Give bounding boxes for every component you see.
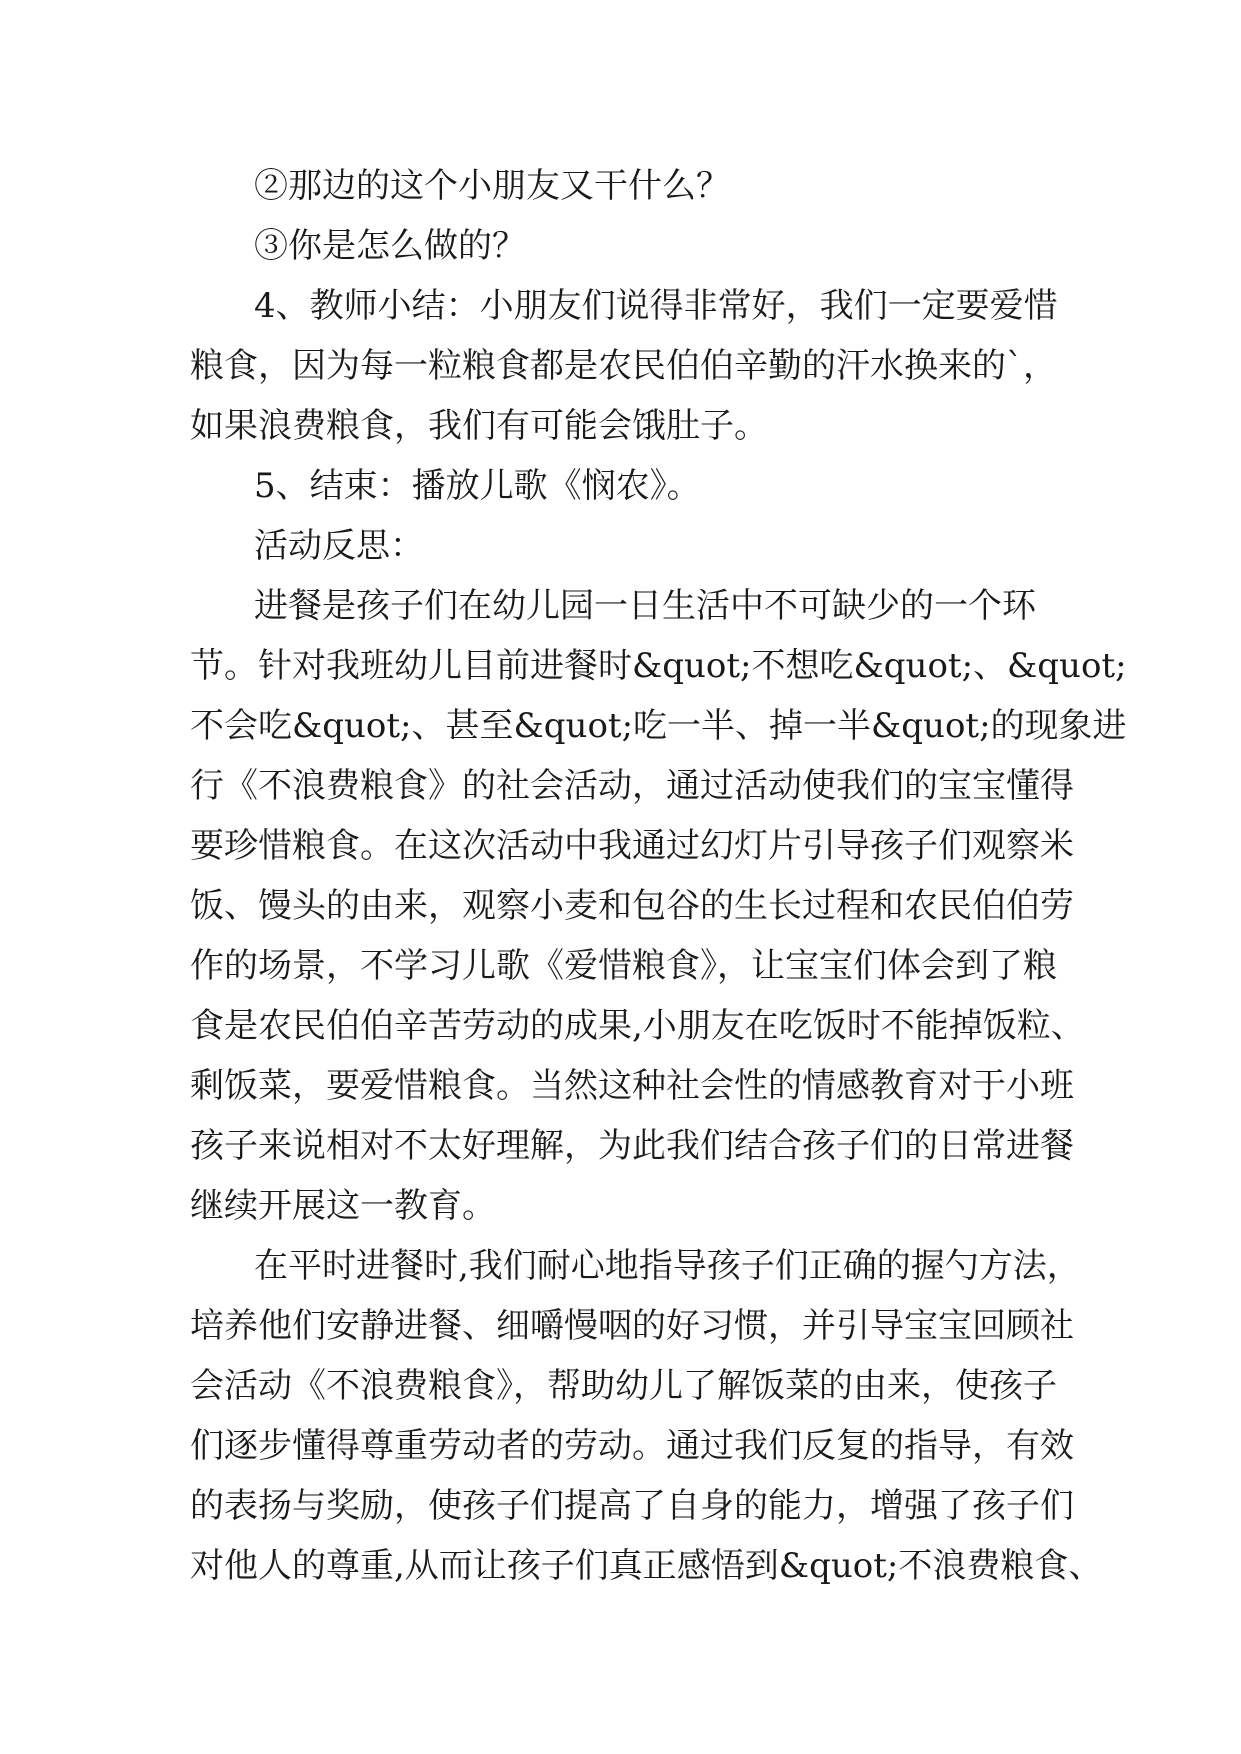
line-reflection-p2: 们逐步懂得尊重劳动者的劳动。通过我们反复的指导，有效 — [190, 1426, 1074, 1466]
line-teacher-summary: 4、教师小结：小朋友们说得非常好，我们一定要爱惜 — [254, 286, 1058, 326]
line-question-3: ③你是怎么做的？ — [254, 226, 526, 266]
line-reflection-heading: 活动反思： — [254, 526, 424, 566]
line-reflection-p1: 食是农民伯伯辛苦劳动的成果,小朋友在吃饭时不能掉饭粒、 — [190, 1006, 1085, 1046]
line-reflection-p1: 节。针对我班幼儿目前进餐时&quot;不想吃&quot;、&quot; — [190, 646, 1127, 686]
line-reflection-p2: 对他人的尊重,从而让孩子们真正感悟到&quot;不浪费粮食、 — [190, 1546, 1103, 1586]
line-reflection-p1: 不会吃&quot;、甚至&quot;吃一半、掉一半&quot;的现象进 — [190, 706, 1127, 746]
line-reflection-p2: 的表扬与奖励，使孩子们提高了自身的能力，增强了孩子们 — [190, 1486, 1074, 1526]
line-reflection-p2-start: 在平时进餐时,我们耐心地指导孩子们正确的握勺方法， — [254, 1246, 1081, 1286]
document-body — [190, 156, 1127, 1596]
line-summary-cont-1: 粮食，因为每一粒粮食都是农民伯伯辛勤的汗水换来的`， — [190, 346, 1057, 386]
line-reflection-p2: 会活动《不浪费粮食》，帮助幼儿了解饭菜的由来，使孩子 — [190, 1366, 1057, 1406]
line-reflection-p1: 饭、馒头的由来，观察小麦和包谷的生长过程和农民伯伯劳 — [190, 886, 1074, 926]
line-reflection-p1: 作的场景，不学习儿歌《爱惜粮食》，让宝宝们体会到了粮 — [190, 946, 1057, 986]
line-reflection-p1: 剩饭菜，要爱惜粮食。当然这种社会性的情感教育对于小班 — [190, 1066, 1074, 1106]
line-reflection-p1-start: 进餐是孩子们在幼儿园一日生活中不可缺少的一个环 — [254, 586, 1036, 626]
line-ending: 5、结束：播放儿歌《悯农》。 — [254, 466, 701, 506]
line-summary-cont-2: 如果浪费粮食，我们有可能会饿肚子。 — [190, 406, 768, 446]
line-reflection-p1: 行《不浪费粮食》的社会活动，通过活动使我们的宝宝懂得 — [190, 766, 1074, 806]
line-reflection-p1: 要珍惜粮食。在这次活动中我通过幻灯片引导孩子们观察米 — [190, 826, 1074, 866]
line-reflection-p1-end: 继续开展这一教育。 — [190, 1186, 496, 1226]
line-question-2: ②那边的这个小朋友又干什么？ — [254, 166, 730, 206]
line-reflection-p1: 孩子来说相对不太好理解，为此我们结合孩子们的日常进餐 — [190, 1126, 1074, 1166]
line-reflection-p2: 培养他们安静进餐、细嚼慢咽的好习惯，并引导宝宝回顾社 — [190, 1306, 1074, 1346]
